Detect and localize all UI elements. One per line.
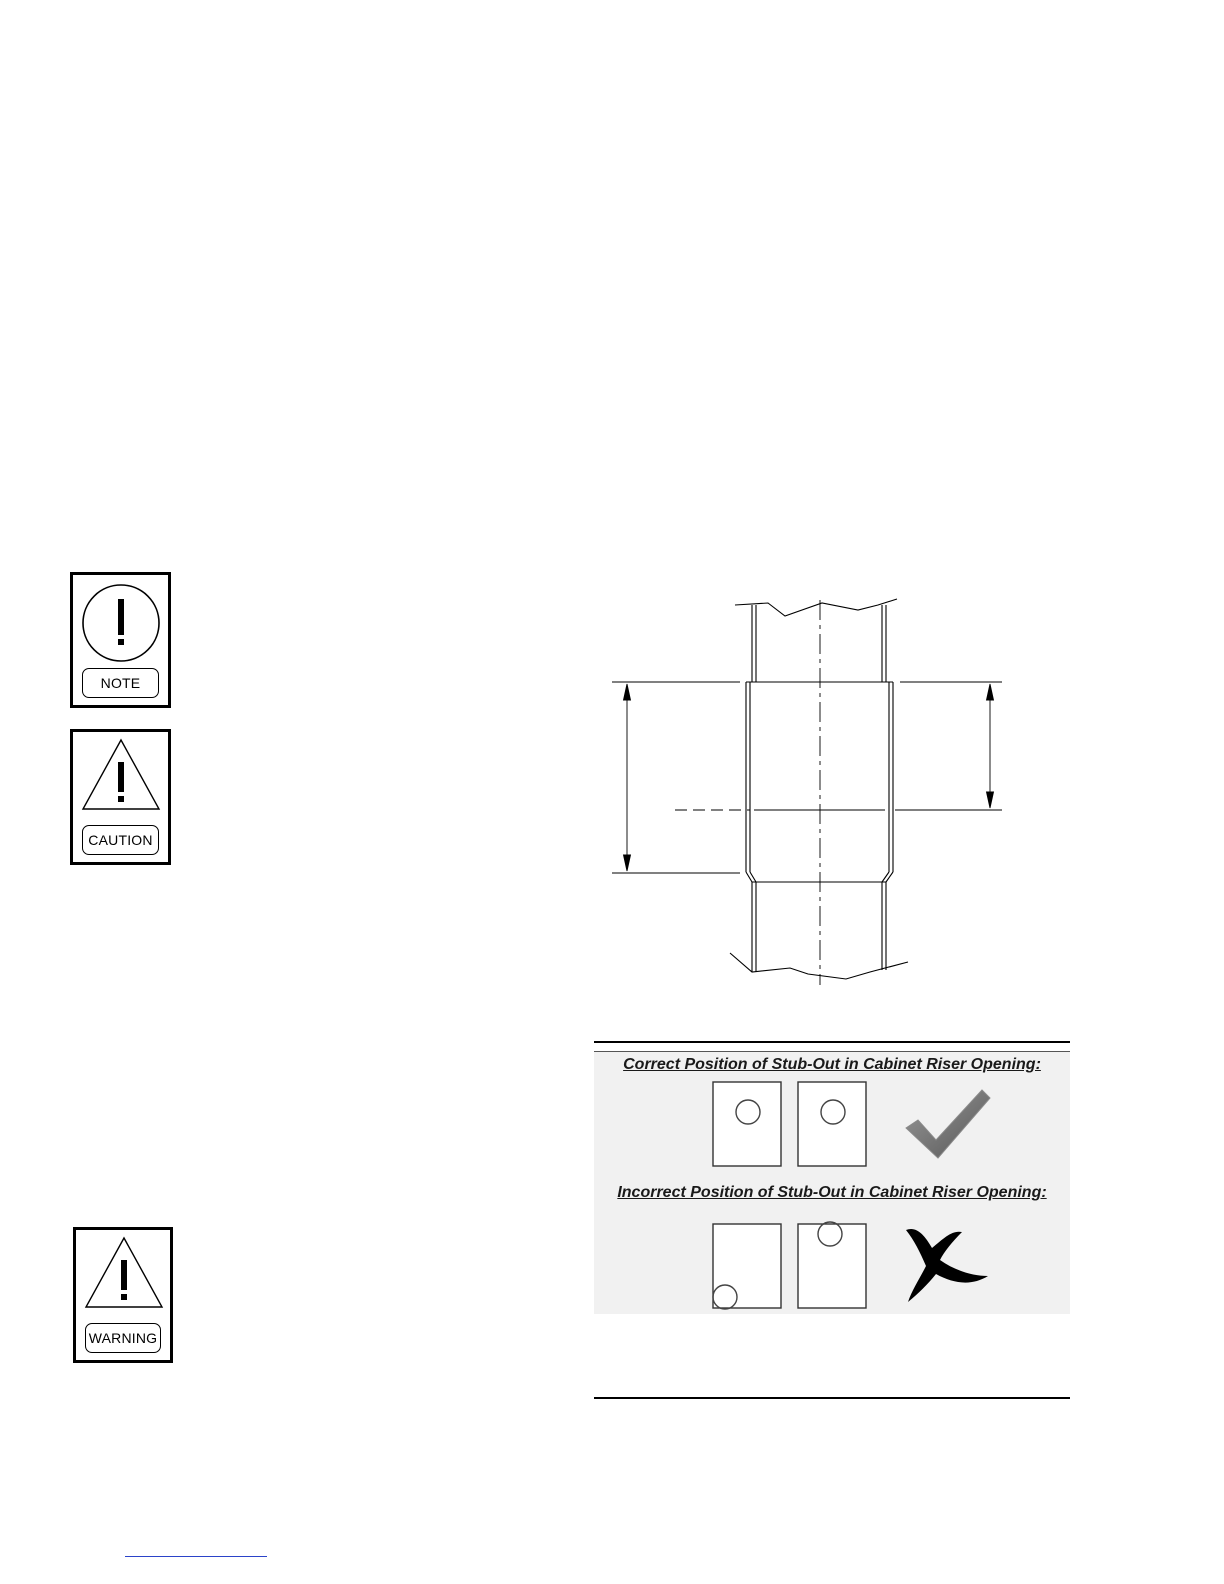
warning-icon [73, 1227, 173, 1363]
x-mark-icon [900, 1224, 992, 1304]
incorrect-heading: Incorrect Position of Stub-Out in Cabinet Riser Opening: [617, 1184, 1047, 1201]
riser-opening-figure [594, 1040, 1070, 1400]
riser-diagram [594, 1040, 1070, 1400]
check-mark-icon [898, 1084, 998, 1164]
note-label: NOTE [82, 668, 159, 698]
riser-opening [713, 1224, 781, 1308]
pipe-joint-drawing [600, 590, 1020, 990]
warning-label: WARNING [85, 1323, 161, 1353]
bottom-rule [594, 1397, 1070, 1399]
riser-opening [798, 1224, 866, 1308]
note-icon [70, 572, 171, 708]
caution-icon [70, 729, 171, 865]
caution-label: CAUTION [82, 825, 159, 855]
footer-link[interactable] [125, 1556, 267, 1557]
correct-heading: Correct Position of Stub-Out in Cabinet Riser Opening: [623, 1056, 1041, 1073]
